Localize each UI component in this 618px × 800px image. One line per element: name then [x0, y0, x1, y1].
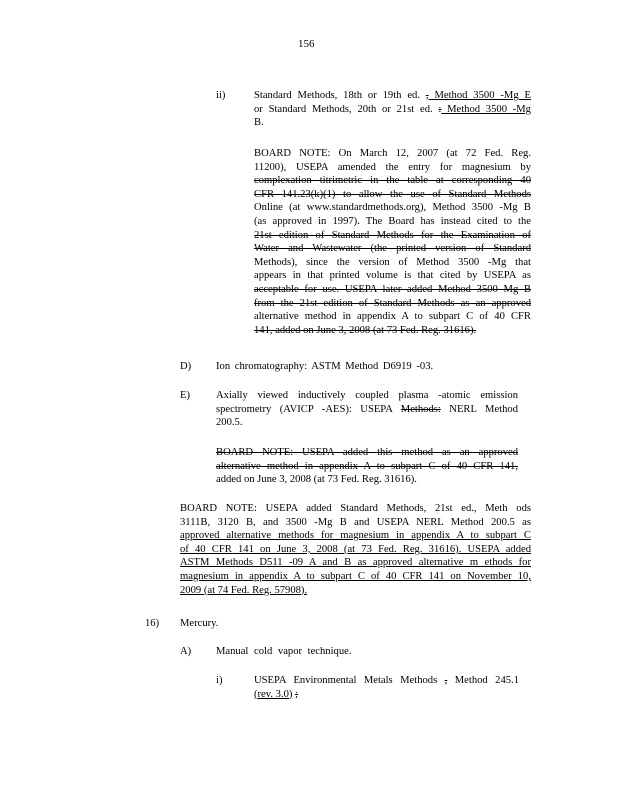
deleted-text: from the 21st edition of Standard Methods as an approved: [254, 297, 531, 309]
item-ii-label: ii): [216, 90, 226, 101]
board-note-2: BOARD NOTE: USEPA added this method as an approved alternative method in appendix A to subpart C of 40 CFR 141, added on June 3, 2008 (at 73 Fed. Reg. 31616).: [216, 447, 518, 486]
item-ii-line-3: B.: [254, 117, 264, 129]
inserted-text: of 40 CFR 141 on June 3, 2008 (at 73 Fed. Reg. 31616). USEPA added: [180, 543, 531, 555]
deleted-text: alternative method in appendix A to subpart C of 40 CFR 141,: [216, 460, 518, 472]
inserted-text: Method 3500 -Mg: [441, 103, 531, 115]
deleted-text: Methods:: [400, 403, 441, 415]
item-D-label: D): [180, 361, 192, 372]
inserted-text: 2009 (at 74 Fed. Reg. 57908).: [180, 584, 308, 596]
item-16-text: Mercury.: [180, 618, 219, 629]
item-E-text: Axially viewed inductively coupled plasma -atomic emission spectrometry (AVICP -AES): USEPA Methods: NERL Method 200.5.: [216, 390, 518, 429]
board-note-3: BOARD NOTE: USEPA added Standard Methods, 21st ed., Meth ods 3111B, 3120 B, and 3500 -Mg B and USEPA NERL Method 200.5 as approved alternative methods for magnesium in appendix A to subpart C of 40 CFR 141 on June 3, 2008 (at 73 Fed. Reg. 31616). USEPA added ASTM Methods D511 -09 A and B as approved alternative m ethods for magnesium in appendix A to subpart C of 40 CFR 141 on November 10, 2009 (at 74 Fed. Reg. 57908).: [180, 503, 531, 596]
item-ii-text: [254, 89, 531, 130]
inserted-text: (rev. 3.0): [254, 688, 293, 700]
item-E-label: E): [180, 390, 190, 401]
item-i-label: i): [216, 675, 223, 686]
deleted-text: BOARD NOTE: USEPA added this method as an approved: [216, 447, 518, 458]
deleted-text: complexation titrimetric in the table at corresponding 40: [254, 175, 531, 187]
deleted-text: :: [438, 103, 442, 115]
item-A-text: Manual cold vapor technique.: [216, 646, 352, 657]
item-A-label: A): [180, 646, 192, 657]
item-ii-line-2: or Standard Methods, 20th or 21st ed. : Method 3500 -Mg: [254, 103, 531, 115]
inserted-text: approved alternative methods for magnesium in appendix A to subpart C: [180, 530, 531, 542]
deleted-text: ,: [444, 675, 448, 686]
item-ii-line-1: Standard Methods, 18th or 19th ed. , Method 3500 -Mg E: [254, 90, 531, 101]
deleted-text: CFR 141.23(k)(1) to allow the use of Standard Methods: [254, 188, 531, 200]
deleted-text: ;: [295, 688, 299, 700]
item-D-text: Ion chromatography: ASTM Method D6919 -03.: [216, 361, 434, 372]
inserted-text: magnesium in appendix A to subpart C of 40 CFR 141 on November 10,: [180, 570, 531, 582]
board-note-1: BOARD NOTE: On March 12, 2007 (at 72 Fed. Reg. 11200), USEPA amended the entry for magnesium by complexation titrimetric in the table at corresponding 40 CFR 141.23(k)(1) to allow the use of Standard Methods Online (at www.standardmethods.org), Method 3500 -Mg B (as approved in 1997). The Board has instead cited to the 21st edition of Standard Methods for the Examination of Water and Wastewater (the printed version of Standard Methods), since the version of Method 3500 -Mg that appears in that printed volume is that cited by USEPA as acceptable for use. USEPA later added Method 3500 Mg B from the 21st edition of Standard Methods as an approved alternative method in appendix A to subpart C of 40 CFR 141, added on June 3, 2008 (at 73 Fed. Reg. 31616).: [254, 148, 531, 336]
page-number: 156: [298, 38, 315, 50]
deleted-text: Water and Wastewater (the printed version of Standard: [254, 243, 531, 255]
inserted-text: ASTM Methods D511 -09 A and B as approved alternative m ethods for: [180, 557, 531, 569]
inserted-text: Method 3500 -Mg E: [428, 90, 531, 101]
deleted-text: 141, added on June 3, 2008 (at 73 Fed. Reg. 31616).: [254, 324, 477, 336]
item-i-text: USEPA Environmental Metals Methods , Method 245.1 (rev. 3.0) ;: [254, 675, 519, 700]
item-16-label: 16): [145, 618, 160, 629]
deleted-text: ,: [425, 90, 429, 101]
deleted-text: 21st edition of Standard Methods for the Examination of: [254, 229, 531, 241]
deleted-text: acceptable for use. USEPA later added Method 3500 Mg B: [254, 283, 531, 295]
